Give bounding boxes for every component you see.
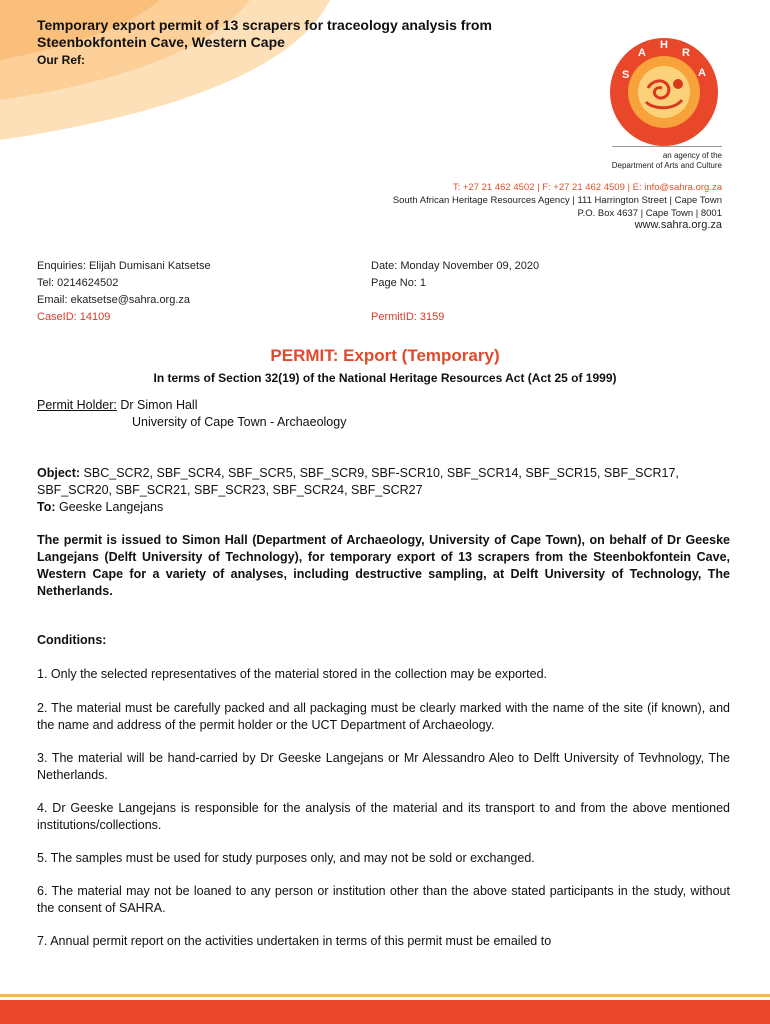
logo-letter-a1: A xyxy=(638,47,646,59)
condition-item-7: 7. Annual permit report on the activities undertaken in terms of this permit must be emailed to xyxy=(37,934,552,948)
permit-holder-block xyxy=(37,397,730,431)
contact-website[interactable]: www.sahra.org.za xyxy=(634,219,722,231)
contact-phones: T: +27 21 462 4502 | F: +27 21 462 4509 | E: info@sahra.org.za xyxy=(452,182,722,193)
logo-letter-a2: A xyxy=(698,67,706,79)
object-label: Object: xyxy=(37,466,81,480)
agency-divider xyxy=(612,146,722,147)
logo-letter-r: R xyxy=(682,47,690,59)
object-block xyxy=(37,465,730,516)
tel: Tel: 0214624502 xyxy=(37,277,119,289)
condition-item-3: 3. The material will be hand-carried by Dr Geeske Langejans or Mr Alessandro Aleo to Delft University of Tevhnology, The Netherlands. xyxy=(37,751,730,782)
condition-item-4: 4. Dr Geeske Langejans is responsible for the analysis of the material and its transport to and from the above mentioned institutions/collections. xyxy=(37,801,730,832)
logo-letter-s: S xyxy=(622,69,630,81)
permit-holder-label: Permit Holder: xyxy=(37,398,117,412)
condition-item-5: 5. The samples must be used for study purposes only, and may not be sold or exchanged. xyxy=(37,851,535,865)
conditions-heading: Conditions: xyxy=(37,633,107,647)
permit-id: PermitID: 3159 xyxy=(371,311,445,323)
case-id: CaseID: 14109 xyxy=(37,311,111,323)
sahra-logo xyxy=(598,36,730,148)
date: Date: Monday November 09, 2020 xyxy=(371,260,540,272)
permit-heading: PERMIT: Export (Temporary) xyxy=(270,346,500,365)
logo-letter-h: H xyxy=(660,39,668,51)
condition-item-1: 1. Only the selected representatives of the material stored in the collection may be exported. xyxy=(37,667,547,681)
page-number: Page No: 1 xyxy=(371,277,427,289)
condition-item-2: 2. The material must be carefully packed and all packaging must be clearly marked with the name of the site (if known), and the name and address of the permit holder or the UCT Department of Archaeology. xyxy=(37,701,730,732)
email[interactable]: Email: ekatsetse@sahra.org.za xyxy=(37,294,191,306)
agency-line-1: an agency of the xyxy=(662,151,722,160)
contact-address-2: P.O. Box 4637 | Cape Town | 8001 xyxy=(577,208,722,219)
document-title: Temporary export permit of 13 scrapers for traceology analysis from Steenbokfontein Cave, Western Cape xyxy=(37,17,492,50)
permit-holder-name: Dr Simon Hall xyxy=(120,398,198,412)
to-label: To: xyxy=(37,500,56,514)
permit-holder-org: University of Cape Town - Archaeology xyxy=(132,415,347,429)
enquiries: Enquiries: Elijah Dumisani Katsetse xyxy=(37,260,211,272)
agency-line-2: Department of Arts and Culture xyxy=(611,161,722,170)
permit-subheading: In terms of Section 32(19) of the National Heritage Resources Act (Act 25 of 1999) xyxy=(153,371,617,385)
footer-band-decoration xyxy=(0,994,770,1024)
our-ref-label: Our Ref: xyxy=(37,53,85,67)
condition-item-6: 6. The material may not be loaned to any person or institution other than the above stated participants in the study, without the consent of SAHRA. xyxy=(37,884,730,915)
permit-statement: The permit is issued to Simon Hall (Department of Archaeology, University of Cape Town), on behalf of Dr Geeske Langejans (Delft University of Technology), for temporary export of 13 scrapers from the Steenbokfontein Cave, Western Cape for a variety of analyses, including destructive sampling, at Delft University of Technology, The Netherlands. xyxy=(37,533,730,598)
object-list: SBC_SCR2, SBF_SCR4, SBF_SCR5, SBF_SCR9, SBF-SCR10, SBF_SCR14, SBF_SCR15, SBF_SCR17, SBF_SCR20, SBF_SCR21, SBF_SCR23, SBF_SCR24, SBF_SCR27 xyxy=(37,466,679,497)
contact-address-1: South African Heritage Resources Agency | 111 Harrington Street | Cape Town xyxy=(392,195,722,206)
to-recipient: Geeske Langejans xyxy=(59,500,164,514)
